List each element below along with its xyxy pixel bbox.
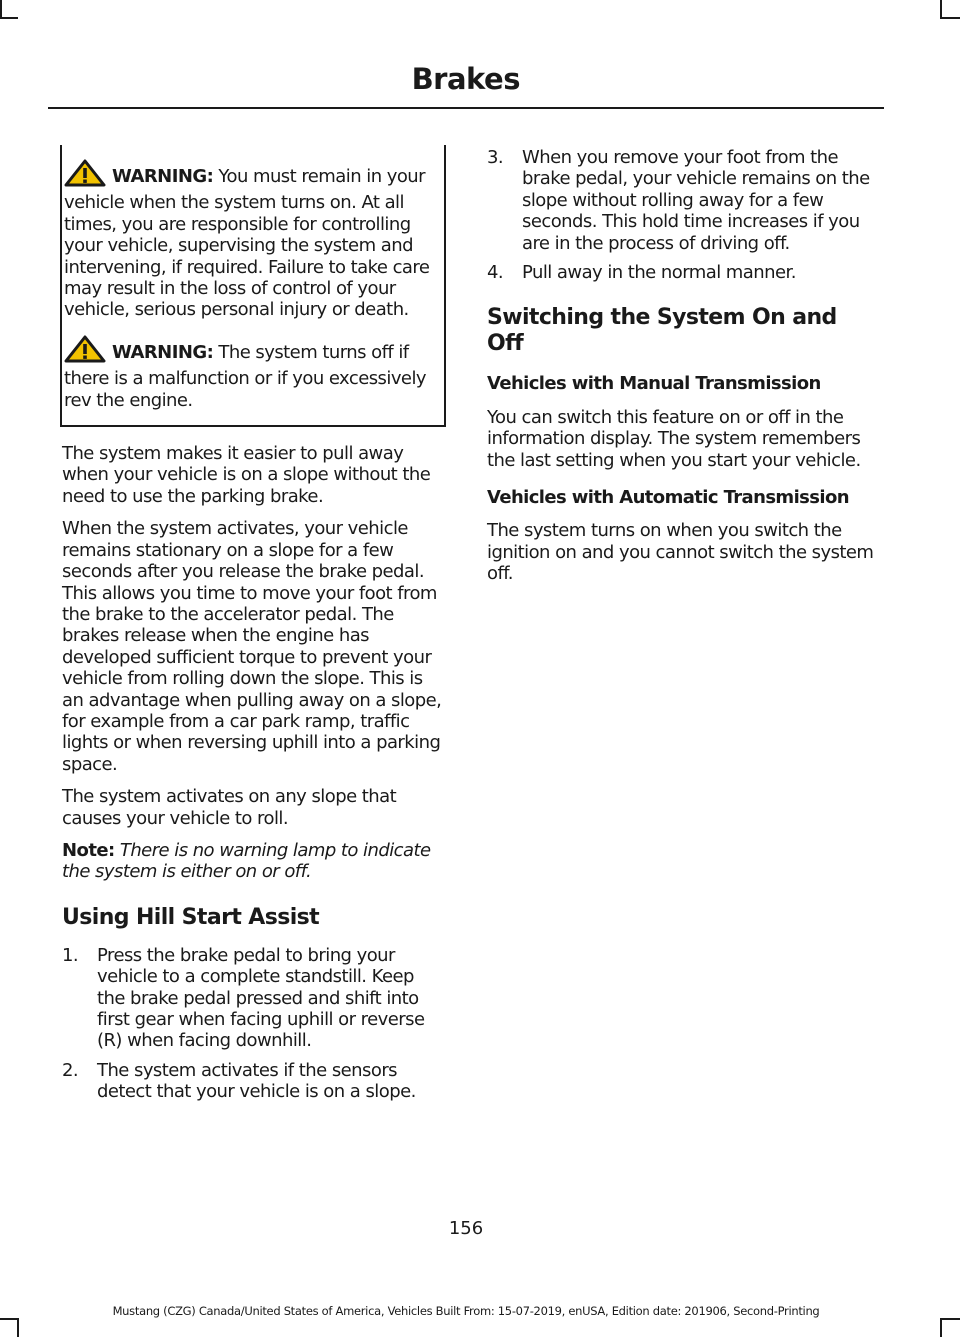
- paragraph-manual: You can switch this feature on or off in the information display. The system remembers the last setting when you start your vehicle.: [487, 406, 861, 471]
- step-number: 3.: [487, 147, 504, 168]
- section-heading-switching: Switching the System On and Off: [487, 305, 837, 357]
- step-text: When you remove your foot from the brake pedal, your vehicle remains on the slope without rolling away for a few seconds. This hold time increases if you are in the process of driving off.: [522, 147, 870, 254]
- crop-mark-top-left: [0, 0, 2, 18]
- crop-mark-top-left: [0, 17, 18, 19]
- page-number: 156: [448, 1218, 484, 1239]
- step-number: 4.: [487, 262, 504, 284]
- footer-text: Mustang (CZG) Canada/United States of America, Vehicles Built From: 15-07-2019, enUSA, Edition date: 201906, Second-Printing: [112, 1304, 820, 1318]
- step-text: Press the brake pedal to bring your vehicle to a complete standstill. Keep the brake pedal pressed and shift into first gear when facing uphill or reverse (R) when facing downhill.: [97, 944, 425, 1052]
- paragraph-intro: The system makes it easier to pull away when your vehicle is on a slope without the need to use the parking brake.: [62, 443, 431, 507]
- paragraph-automatic: The system turns on when you switch the ignition on and you cannot switch the system off.: [487, 520, 874, 585]
- section-heading-using: Using Hill Start Assist: [62, 904, 320, 930]
- step-number: 2.: [62, 1059, 79, 1081]
- warning-text: The system turns off if there is a malfunction or if you excessively rev the engine.: [64, 341, 427, 411]
- note-text: There is no warning lamp to indicate the system is either on or off.: [62, 839, 431, 883]
- paragraph-slope: The system activates on any slope that causes your vehicle to roll.: [62, 786, 397, 829]
- list-item: [62, 945, 446, 1052]
- steps-list-right: [487, 147, 879, 283]
- crop-mark-bottom-right: [940, 1318, 960, 1320]
- warning-label: WARNING:: [112, 166, 214, 187]
- crop-mark-top-right: [940, 0, 942, 18]
- left-column: [62, 145, 446, 1113]
- warning-text: You must remain in your vehicle when the system turns on. At all times, you are responsible for controlling your vehicle, supervising the system and intervening, if required. Failure to take care may result in the loss of control of your vehicle, serious personal injury or death.: [64, 166, 430, 321]
- warning-box-left-edge: [60, 145, 63, 425]
- header-divider: [48, 107, 884, 109]
- crop-mark-bottom-left: [17, 1318, 19, 1337]
- step-text: Pull away in the normal manner.: [522, 262, 796, 284]
- paragraph-activation: When the system activates, your vehicle remains stationary on a slope for a few seconds after you release the brake pedal. This allows you time to move your foot from the brake to the accelerator pedal. The brakes release when the engine has developed sufficient torque to prevent your vehicle from rolling down the slope. This is an advantage when pulling away on a slope, for example from a car park ramp, traffic lights or when reversing uphill into a parking space.: [62, 518, 442, 775]
- warning-2: [64, 335, 438, 411]
- crop-mark-bottom-right: [940, 1318, 942, 1337]
- steps-list-left: [62, 945, 446, 1103]
- warning-box: [60, 145, 446, 427]
- subheading-manual: Vehicles with Manual Transmission: [487, 373, 821, 395]
- subheading-automatic: Vehicles with Automatic Transmission: [487, 487, 849, 509]
- warning-label: WARNING:: [112, 341, 214, 363]
- right-column: [487, 147, 879, 596]
- page-title: Brakes: [411, 62, 520, 96]
- list-item: [487, 147, 879, 254]
- step-number: 1.: [62, 944, 79, 966]
- warning-triangle-icon: [64, 335, 106, 368]
- warning-1: [64, 159, 438, 321]
- note: [62, 840, 446, 883]
- list-item: [487, 262, 879, 283]
- list-item: [62, 1060, 446, 1103]
- crop-mark-bottom-left: [0, 1318, 18, 1320]
- crop-mark-top-right: [940, 17, 960, 19]
- step-text: The system activates if the sensors detect that your vehicle is on a slope.: [97, 1059, 416, 1103]
- warning-triangle-icon: [64, 159, 106, 192]
- note-label: Note:: [62, 839, 115, 861]
